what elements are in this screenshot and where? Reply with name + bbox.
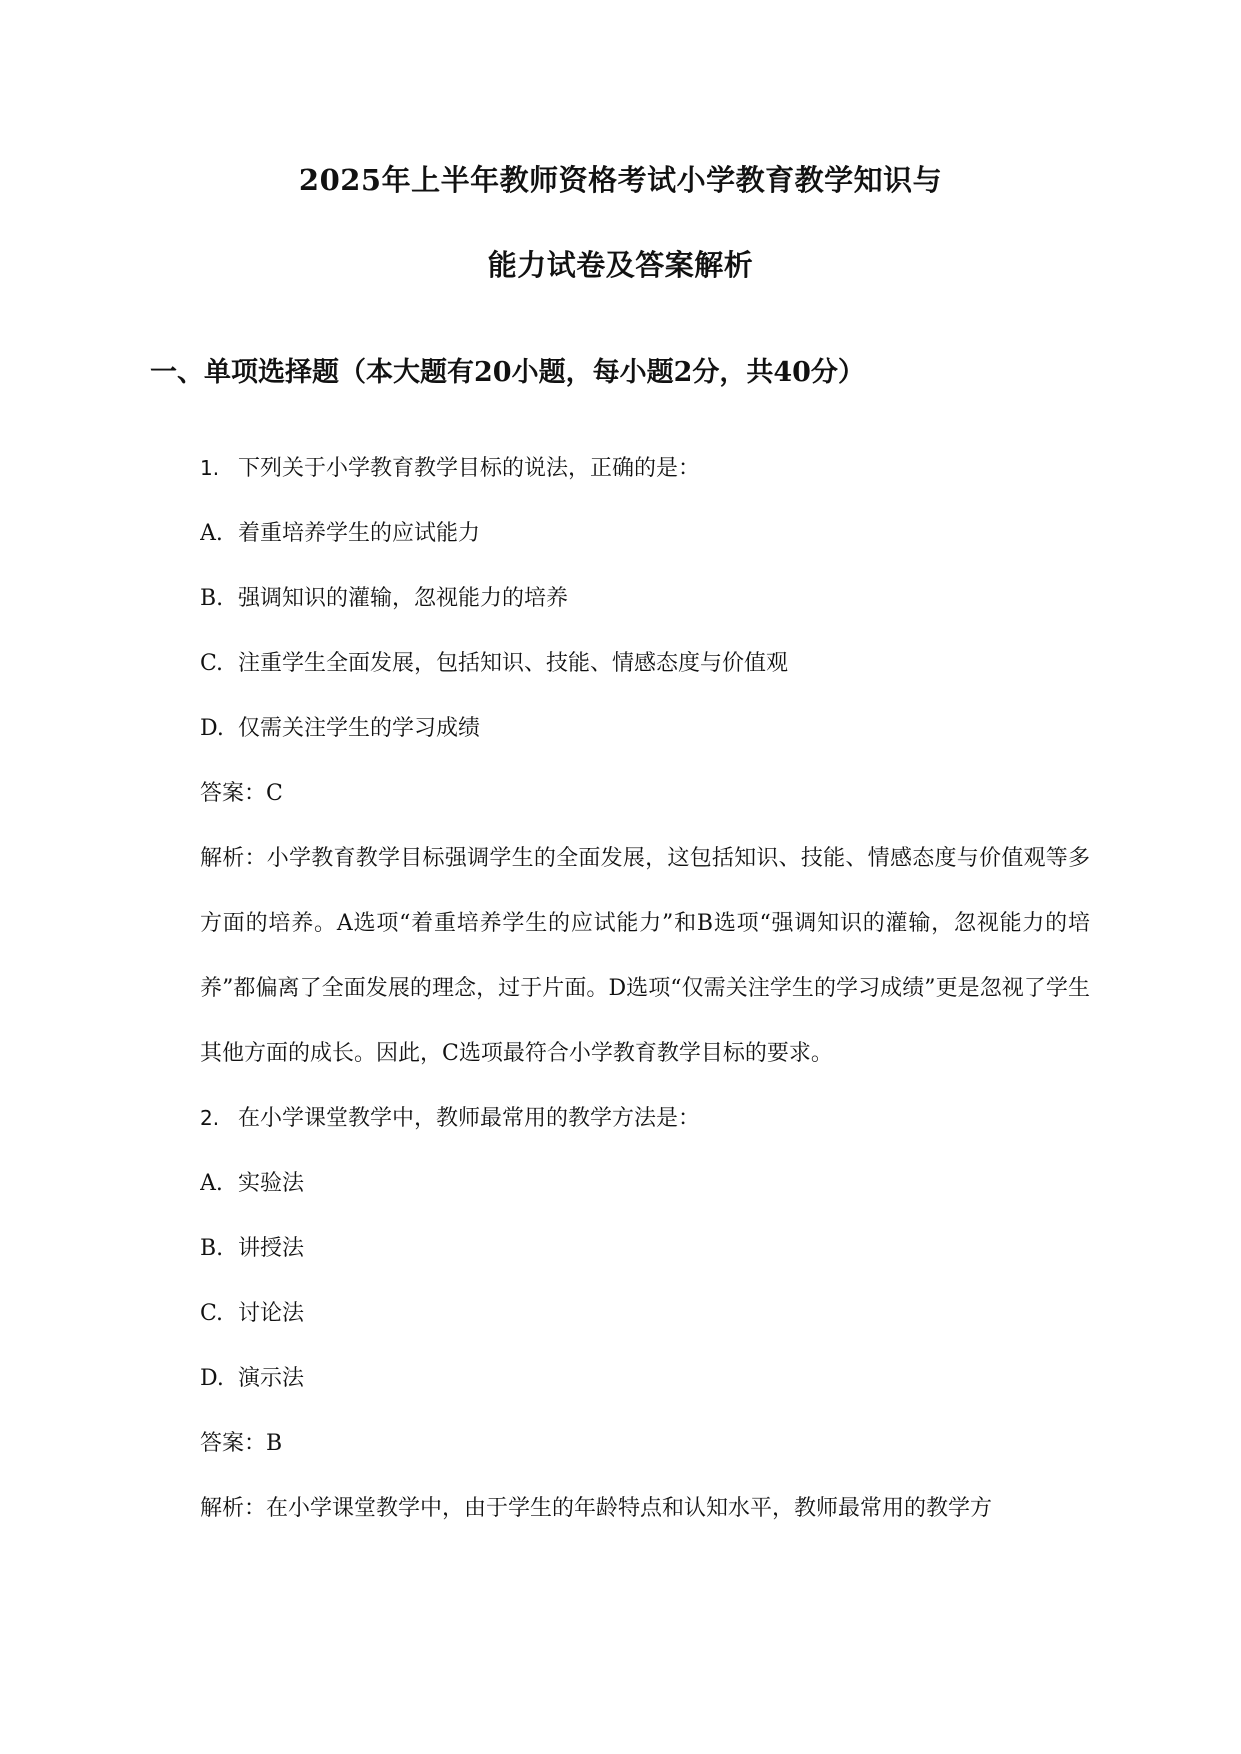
option-letter: D. [200, 1366, 224, 1391]
question-number: 2. [200, 1106, 220, 1130]
document-title-line1: 2025年上半年教师资格考试小学教育教学知识与 [298, 163, 943, 197]
option-text: 着重培养学生的应试能力 [238, 521, 481, 546]
option-b [200, 566, 1090, 631]
option-text: 实验法 [238, 1171, 305, 1196]
option-d [200, 1346, 1090, 1411]
option-letter: B. [200, 586, 224, 611]
option-text: 讲授法 [238, 1236, 305, 1261]
option-c [200, 631, 1090, 696]
option-text: 强调知识的灌输，忽视能力的培养 [238, 586, 569, 611]
analysis-paragraph: 解析：小学教育教学目标强调学生的全面发展，这包括知识、技能、情感态度与价值观等多方面的培养。A选项“着重培养学生的应试能力”和B选项“强调知识的灌输，忽视能力的培养”都偏离了全面发展的理念，过于片面。D选项“仅需关注学生的学习成绩”更是忽视了学生其他方面的成长。因此，C选项最符合小学教育教学目标的要求。 [200, 846, 1090, 1066]
question-number: 1. [200, 456, 220, 480]
option-text: 讨论法 [238, 1301, 305, 1326]
option-letter: A. [200, 521, 223, 546]
option-letter: C. [200, 651, 224, 676]
option-text: 仅需关注学生的学习成绩 [238, 716, 481, 741]
option-letter: B. [200, 1236, 224, 1261]
option-text: 注重学生全面发展，包括知识、技能、情感态度与价值观 [238, 651, 789, 676]
option-c [200, 1281, 1090, 1346]
answer-line: 答案：C [200, 781, 283, 806]
question-stem [200, 436, 1090, 501]
answer-line: 答案：B [200, 1431, 283, 1456]
option-text: 演示法 [238, 1366, 305, 1391]
question-text: 下列关于小学教育教学目标的说法，正确的是： [238, 456, 701, 481]
question-text: 在小学课堂教学中，教师最常用的教学方法是： [238, 1106, 701, 1131]
section-heading: 一、单项选择题（本大题有20小题，每小题2分，共40分） [150, 357, 865, 388]
option-letter: A. [200, 1171, 223, 1196]
option-letter: D. [200, 716, 224, 741]
analysis-paragraph: 解析：在小学课堂教学中，由于学生的年龄特点和认知水平，教师最常用的教学方 [200, 1496, 993, 1521]
option-letter: C. [200, 1301, 224, 1326]
option-a [200, 1151, 1090, 1216]
option-b [200, 1216, 1090, 1281]
question-stem [200, 1086, 1090, 1151]
question-list [200, 436, 1090, 1541]
document-title-line2: 能力试卷及答案解析 [487, 248, 754, 282]
option-a [200, 501, 1090, 566]
option-d [200, 696, 1090, 761]
